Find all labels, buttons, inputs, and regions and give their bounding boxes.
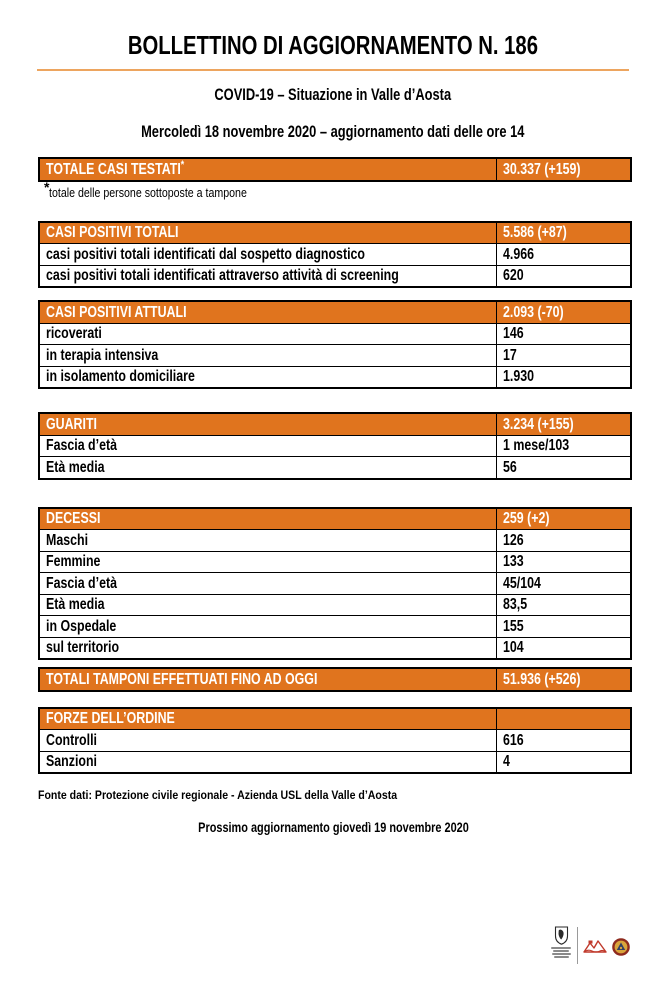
footnote-asterisk: * xyxy=(44,178,50,195)
table-header-label xyxy=(39,508,496,530)
header-label-text: CASI POSITIVI ATTUALI xyxy=(46,303,187,321)
page-subtitle-text: COVID-19 – Situazione in Valle d’Aosta xyxy=(214,86,452,104)
row-label xyxy=(39,594,496,616)
row-label-text: Fascia d’età xyxy=(46,437,117,454)
mountain-rescue-icon xyxy=(582,937,608,955)
asterisk-marker: * xyxy=(180,158,185,171)
row-value-text: 104 xyxy=(502,639,524,656)
row-label xyxy=(39,366,496,388)
row-value xyxy=(496,366,631,388)
row-value xyxy=(496,594,631,616)
table-header-row xyxy=(39,508,631,530)
table-header-label xyxy=(39,301,496,323)
row-value-text: 4.966 xyxy=(502,245,534,263)
table-totali-tamponi xyxy=(38,667,632,692)
header-label-text: CASI POSITIVI TOTALI xyxy=(46,224,179,241)
page-title-text: BOLLETTINO DI AGGIORNAMENTO N. 186 xyxy=(127,30,539,60)
header-label-text: DECESSI xyxy=(46,510,101,527)
table-header-value xyxy=(496,301,631,323)
row-value-text: 620 xyxy=(502,267,524,284)
row-value xyxy=(496,730,631,752)
row-label-text: in Ospedale xyxy=(46,617,117,635)
header-value-text: 259 (+2) xyxy=(502,510,550,527)
table-header-label xyxy=(39,668,496,691)
page-dateline xyxy=(0,123,666,142)
row-value-text: 155 xyxy=(502,617,524,635)
data-source-line xyxy=(38,788,666,802)
row-label xyxy=(39,616,496,638)
row-value xyxy=(496,616,631,638)
row-value-text: 126 xyxy=(502,531,524,549)
table-header-value xyxy=(496,222,631,244)
table-header-row xyxy=(39,708,631,730)
row-label xyxy=(39,637,496,659)
table-row xyxy=(39,323,631,345)
row-label-text: Sanzioni xyxy=(46,753,97,770)
table-header-label xyxy=(39,158,496,181)
header-label-text: TOTALI TAMPONI EFFETTUATI FINO AD OGGI xyxy=(46,670,318,688)
row-value-text: 17 xyxy=(502,346,517,364)
table-row xyxy=(39,457,631,479)
table-header-value xyxy=(496,413,631,435)
row-label xyxy=(39,435,496,457)
table-row xyxy=(39,551,631,573)
row-label-text: in isolamento domiciliare xyxy=(46,368,195,385)
table-row xyxy=(39,751,631,773)
row-label-text: Controlli xyxy=(46,731,97,749)
row-value-text: 83,5 xyxy=(502,596,527,613)
table-header-label xyxy=(39,413,496,435)
row-label-text: Età media xyxy=(46,596,105,613)
row-value xyxy=(496,573,631,595)
protezione-civile-icon xyxy=(612,938,630,956)
row-value-text: 56 xyxy=(502,458,517,476)
table-row xyxy=(39,530,631,552)
bulletin-page xyxy=(0,30,666,982)
table-header-value xyxy=(496,158,631,181)
row-value xyxy=(496,637,631,659)
row-value-text: 1 mese/103 xyxy=(502,437,569,454)
row-value-text: 4 xyxy=(502,753,510,770)
row-label xyxy=(39,265,496,287)
table-casi-positivi-attuali xyxy=(38,300,632,389)
row-value-text: 45/104 xyxy=(502,574,541,592)
page-title xyxy=(0,30,666,61)
table-header-row xyxy=(39,222,631,244)
row-label-text: Maschi xyxy=(46,531,89,549)
row-label-text: sul territorio xyxy=(46,639,120,656)
logo-divider xyxy=(577,927,578,964)
row-label xyxy=(39,530,496,552)
table-row xyxy=(39,594,631,616)
crest-shield-icon xyxy=(554,926,569,945)
table-totale-casi-testati xyxy=(38,157,632,182)
row-label xyxy=(39,551,496,573)
table-header-row xyxy=(39,158,631,181)
row-label xyxy=(39,730,496,752)
table-header-value xyxy=(496,508,631,530)
row-value xyxy=(496,457,631,479)
footnote-text: totale delle persone sottoposte a tampone xyxy=(49,185,248,200)
row-label xyxy=(39,323,496,345)
crest-caption-lines xyxy=(551,947,571,958)
row-value xyxy=(496,530,631,552)
table-header-row xyxy=(39,301,631,323)
row-value xyxy=(496,265,631,287)
row-value xyxy=(496,551,631,573)
row-value xyxy=(496,323,631,345)
header-value-text: 51.936 (+526) xyxy=(502,670,581,688)
row-label xyxy=(39,345,496,367)
table-header-label xyxy=(39,222,496,244)
next-update-line xyxy=(0,819,666,835)
row-value xyxy=(496,244,631,266)
table-header-label xyxy=(39,708,496,730)
row-label xyxy=(39,751,496,773)
table-row xyxy=(39,616,631,638)
header-label-text: FORZE DELL’ORDINE xyxy=(46,710,175,727)
header-value-text: 5.586 (+87) xyxy=(502,224,567,241)
row-label-text: casi positivi totali identificati attraverso attività di screening xyxy=(46,267,399,284)
table-row xyxy=(39,366,631,388)
table-row xyxy=(39,637,631,659)
table-casi-positivi-totali xyxy=(38,221,632,289)
page-subtitle xyxy=(0,86,666,105)
data-source-text: Fonte dati: Protezione civile regionale - Azienda USL della Valle d’Aosta xyxy=(38,788,398,802)
regione-valle-daosta-crest-icon xyxy=(548,926,574,958)
row-value-text: 1.930 xyxy=(502,368,534,385)
table-header-value xyxy=(496,708,631,730)
header-label-text: TOTALE CASI TESTATI xyxy=(46,160,181,178)
table-guariti xyxy=(38,412,632,480)
table-header-row xyxy=(39,668,631,691)
row-value xyxy=(496,345,631,367)
header-value-text: 2.093 (-70) xyxy=(502,303,564,321)
row-label-text: ricoverati xyxy=(46,325,102,342)
next-update-text: Prossimo aggiornamento giovedì 19 novembre 2020 xyxy=(197,819,469,835)
row-value-text: 146 xyxy=(502,325,524,342)
header-value-text: 3.234 (+155) xyxy=(502,415,574,433)
row-value xyxy=(496,435,631,457)
row-label-text: Femmine xyxy=(46,553,101,570)
table-row xyxy=(39,244,631,266)
table-row xyxy=(39,265,631,287)
table-row xyxy=(39,435,631,457)
table-row xyxy=(39,730,631,752)
row-value-text: 133 xyxy=(502,553,524,570)
table-decessi xyxy=(38,507,632,661)
row-label xyxy=(39,573,496,595)
row-label xyxy=(39,457,496,479)
table-row xyxy=(39,345,631,367)
table-header-row xyxy=(39,413,631,435)
row-value xyxy=(496,751,631,773)
row-label-text: in terapia intensiva xyxy=(46,346,159,364)
table-forze-dellordine xyxy=(38,707,632,775)
footer-logos xyxy=(548,926,634,970)
row-label-text: casi positivi totali identificati dal sospetto diagnostico xyxy=(46,245,366,263)
page-dateline-text: Mercoledì 18 novembre 2020 – aggiornamento dati delle ore 14 xyxy=(141,123,525,141)
row-value-text: 616 xyxy=(502,731,524,749)
title-underline xyxy=(37,69,629,71)
table-row xyxy=(39,573,631,595)
header-value-text: 30.337 (+159) xyxy=(502,160,581,178)
table-header-value xyxy=(496,668,631,691)
footnote xyxy=(44,178,666,200)
row-label-text: Età media xyxy=(46,458,105,476)
row-label-text: Fascia d’età xyxy=(46,574,117,592)
header-label-text: GUARITI xyxy=(46,415,97,433)
row-label xyxy=(39,244,496,266)
